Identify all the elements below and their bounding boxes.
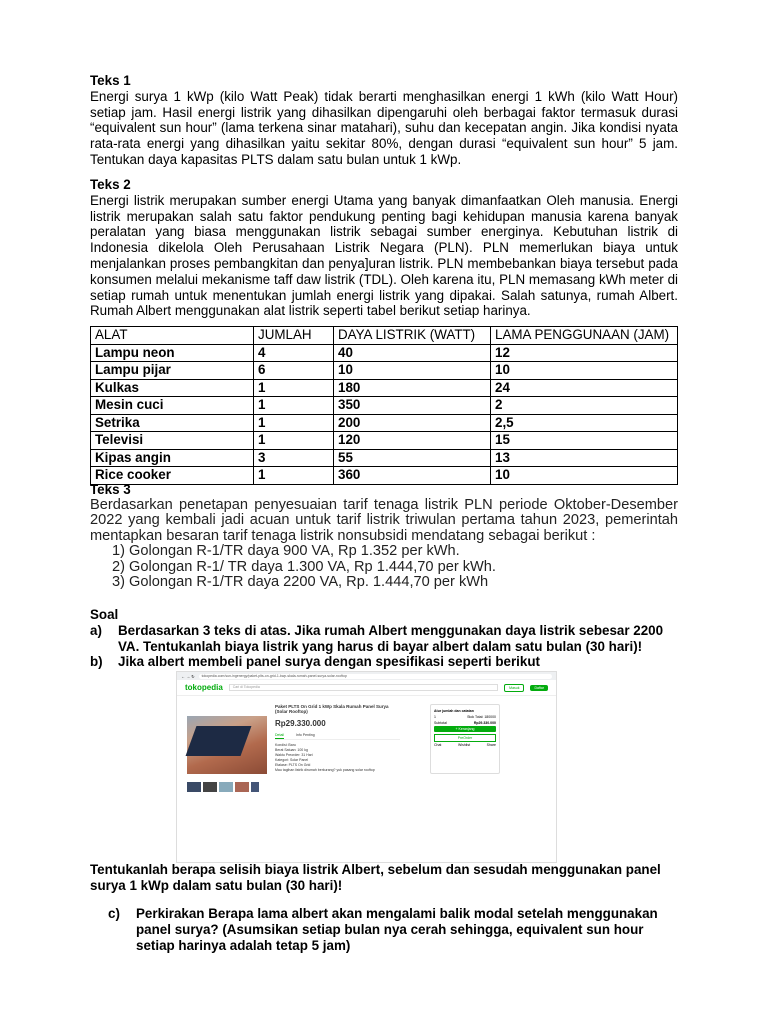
table-cell: 1: [254, 432, 334, 450]
table-cell: 10: [334, 362, 491, 380]
table-cell: 15: [491, 432, 678, 450]
teks3-section: [90, 482, 678, 591]
table-cell: DAYA LISTRIK (WATT): [334, 327, 491, 345]
table-cell: Kulkas: [91, 379, 254, 397]
tab-info[interactable]: Info Penting: [295, 733, 315, 737]
table-row: [91, 432, 678, 450]
table-cell: 10: [491, 362, 678, 380]
table-row: [91, 362, 678, 380]
subtotal-label: Subtotal: [434, 721, 447, 725]
teks1-section: [90, 73, 678, 168]
tariff-list: [90, 544, 678, 591]
table-cell: 200: [334, 414, 491, 432]
table-cell: Kipas angin: [91, 449, 254, 467]
soal-section: [90, 607, 678, 670]
wishlist-link[interactable]: Wishlist: [458, 743, 471, 747]
table-header-row: [91, 327, 678, 345]
card-title: Atur jumlah dan catatan: [434, 709, 474, 713]
table-cell: 4: [254, 344, 334, 362]
question-c: c) Perkirakan Berapa lama albert akan mengalami balik modal setelah menggunakan panel surya? (Asumsikan setiap bulan nya cerah sehingga, equivalent sun hour setiap harinya adalah tetap 5 jam): [108, 906, 658, 953]
teks2-section: [90, 177, 678, 319]
teks2-body: Energi listrik merupakan sumber energi Utama yang banyak dimanfaatkan Oleh manusia. Energi listrik merupakan salah satu faktor pendukung penting bagi kehidupan manusia karena banyak peralatan yang biasa menggunakan listrik sebagai sumber energinya. Kebutuhan listrik di Indonesia dikelola Oleh Perusahaan Listrik Negara (PLN). PLN memerlukan biaya untuk menjalankan proses pembangkitan dan penya]uran listrik. PLN membebankan biaya tersebut pada konsumen melalui mekanisme taff daw listrik (TDL). Oleh karena itu, PLN memasang kWh meter di setiap rumah untuk menentukan jumlah energi listrik yang dipakai. Salah satunya, rumah Albert. Rumah Albert menggunakan alat listrik seperti tabel berikut setiap harinya.: [90, 192, 678, 319]
tokopedia-screenshot: [176, 671, 557, 863]
question-b: b) Jika albert membeli panel surya dengan spesifikasi seperti berikut: [90, 654, 540, 670]
product-title: Paket PLTS On Grid 1 kWp Skala Rumah Panel Surya (Solar Rooftop): [275, 704, 389, 714]
teks3-body: Berdasarkan penetapan penyesuaian tarif tenaga listrik PLN periode Oktober-Desember 2022 yang kembali jadi acuan untuk tarif listrik triwulan pertama tahun 2023, pemerintah mentapkan besaran tarif tenaga listrik nonsubsidi mendatang sebagai berikut :: [90, 496, 678, 544]
table-row: [91, 414, 678, 432]
login-button[interactable]: Masuk: [504, 684, 524, 692]
quantity-stepper[interactable]: 1: [434, 715, 436, 719]
url-bar: tokopedia.com/sun-ingenergy/paket-plts-on-grid-1-kwp-skala-rumah-panel-surya-solar-rooftop: [199, 674, 552, 679]
add-to-cart-button[interactable]: + Keranjang: [434, 726, 496, 732]
spec: Berat Satuan: 100 kg: [275, 748, 308, 752]
table-cell: Rice cooker: [91, 467, 254, 485]
table-cell: 360: [334, 467, 491, 485]
table-cell: 350: [334, 397, 491, 415]
appliance-table: [90, 326, 678, 485]
soal-title: Soal: [90, 607, 119, 622]
product-price: Rp29.330.000: [275, 719, 326, 728]
product-description: Mau tagihan listrik dirumah berkurang? yuk pasang solar rooftop: [275, 768, 375, 772]
spec: Waktu Preorder: 31 Hari: [275, 753, 313, 757]
table-cell: 24: [491, 379, 678, 397]
table-cell: 12: [491, 344, 678, 362]
tariff-item: 1) Golongan R-1/TR daya 900 VA, Rp 1.352 per kWh.: [112, 543, 460, 560]
table-row: [91, 449, 678, 467]
teks1-title: Teks 1: [90, 73, 131, 88]
table-cell: 6: [254, 362, 334, 380]
table-row: [91, 397, 678, 415]
stock: Stok Total: 180000: [467, 715, 496, 719]
table-cell: JUMLAH: [254, 327, 334, 345]
table-cell: ALAT: [91, 327, 254, 345]
tariff-item: 2) Golongan R-1/ TR daya 1.300 VA, Rp 1.444,70 per kWh.: [112, 558, 496, 575]
table-cell: 55: [334, 449, 491, 467]
table-cell: 1: [254, 379, 334, 397]
subtotal: Rp29.330.000: [473, 721, 496, 725]
table-cell: 2: [491, 397, 678, 415]
table-cell: 180: [334, 379, 491, 397]
teks1-body: Energi surya 1 kWp (kilo Watt Peak) tidak berarti menghasilkan energi 1 kWh (kilo Watt Hour) setiap jam. Hasil energi listrik yang dihasilkan dipengaruhi oleh berbagai faktor termasuk durasi “equivalent sun hour” (lama terkena sinar matahari), suhu dan kecepatan angin. Jika kondisi nyata rata-rata energi yang dihasilkan yaitu sekitar 80%, dengan durasi “equivalent sun hour” 5 jam. Tentukan daya kapasitas PLTS dalam satu bulan untuk 1 kWp.: [90, 88, 678, 167]
table-cell: 3: [254, 449, 334, 467]
teks2-title: Teks 2: [90, 177, 131, 192]
table-cell: 1: [254, 414, 334, 432]
share-link[interactable]: Share: [486, 743, 496, 747]
chat-link[interactable]: Chat: [434, 743, 442, 747]
table-cell: Televisi: [91, 432, 254, 450]
tokopedia-logo: tokopedia: [185, 683, 223, 692]
tab-detail[interactable]: Detail: [275, 733, 284, 737]
table-cell: Lampu neon: [91, 344, 254, 362]
browser-bar: ← → ↻ tokopedia.com/sun-ingenergy/paket-plts-on-grid-1-kwp-skala-rumah-panel-surya-solar-rooftop: [177, 672, 556, 680]
product-image: [187, 716, 267, 774]
table-cell: 40: [334, 344, 491, 362]
spec: Kategori: Solar Panel: [275, 758, 309, 762]
table-row: [91, 344, 678, 362]
table-cell: 120: [334, 432, 491, 450]
table-cell: Setrika: [91, 414, 254, 432]
teks3-title: Teks 3: [90, 482, 131, 497]
table-cell: 13: [491, 449, 678, 467]
spec: Etalase: PLTS On Grid: [275, 763, 311, 767]
table-cell: 10: [491, 467, 678, 485]
question-a: a) Berdasarkan 3 teks di atas. Jika rumah Albert menggunakan daya listrik sebesar 2200 VA. Tentukanlah biaya listrik yang harus di bayar albert dalam satu bulan (30 hari)!: [90, 622, 664, 654]
table-cell: 1: [254, 397, 334, 415]
table-cell: 1: [254, 467, 334, 485]
spec: Kondisi: Baru: [275, 743, 296, 747]
table-cell: Mesin cuci: [91, 397, 254, 415]
preorder-button[interactable]: PreOrder: [434, 734, 496, 742]
register-button[interactable]: Daftar: [530, 685, 548, 691]
table-cell: LAMA PENGGUNAAN (JAM): [491, 327, 678, 345]
search-input[interactable]: Cari di Tokopedia: [229, 684, 498, 691]
tariff-item: 3) Golongan R-1/TR daya 2200 VA, Rp. 1.444,70 per kWh: [112, 574, 489, 591]
table-cell: 2,5: [491, 414, 678, 432]
table-row: [91, 379, 678, 397]
table-cell: Lampu pijar: [91, 362, 254, 380]
question-b-followup: Tentukanlah berapa selisih biaya listrik Albert, sebelum dan sesudah menggunakan panel surya 1 kWp dalam satu bulan (30 hari)!: [90, 862, 661, 893]
